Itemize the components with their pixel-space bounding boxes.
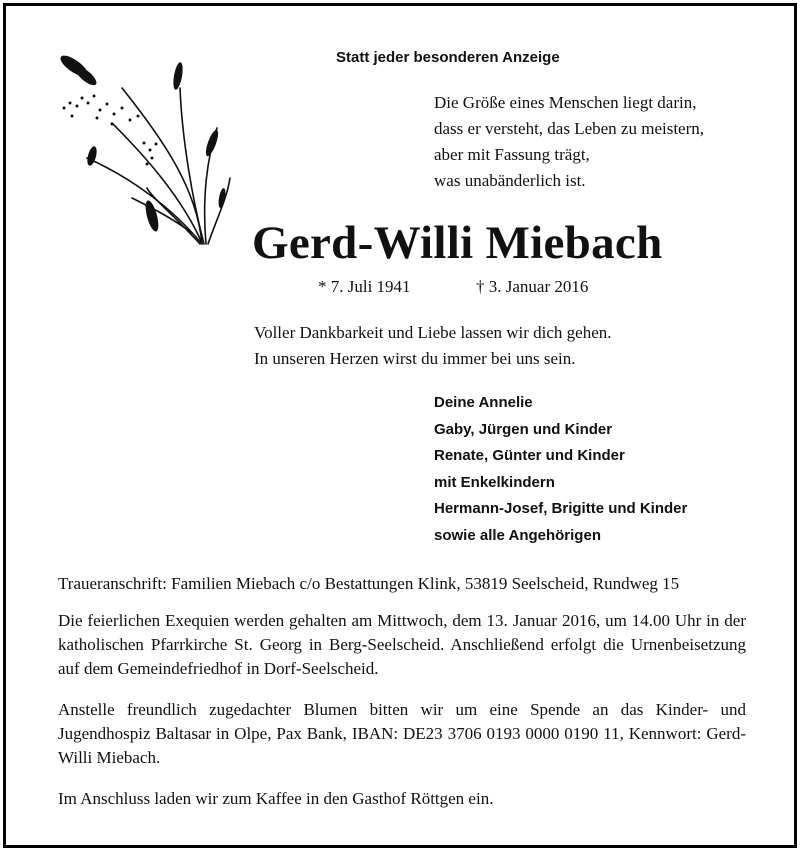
family-list <box>434 390 687 549</box>
poem-line: Die Größe eines Menschen liegt darin, <box>434 93 697 112</box>
farewell-line: In unseren Herzen wirst du immer bei uns sein. <box>254 349 576 368</box>
donation-paragraph: Anstelle freundlich zugedachter Blumen bitten wir um eine Spende an das Kinder- und Jugendhospiz Baltasar in Olpe, Pax Bank, IBAN: DE23 3706 0193 0000 0190 11, Kennwort: Gerd-Willi Miebach. <box>58 700 746 767</box>
coffee-paragraph: Im Anschluss laden wir zum Kaffee in den Gasthof Röttgen ein. <box>58 789 494 808</box>
farewell-text <box>254 320 612 372</box>
family-line: Hermann-Josef, Brigitte und Kinder <box>434 500 688 517</box>
header-line: Statt jeder besonderen Anzeige <box>336 49 560 66</box>
farewell-line: Voller Dankbarkeit und Liebe lassen wir dich gehen. <box>254 323 612 342</box>
wheat-sheaf-icon <box>52 48 232 268</box>
family-line: sowie alle Angehörigen <box>434 526 601 544</box>
family-line: Gaby, Jürgen und Kinder <box>434 420 613 438</box>
exequien-paragraph: Die feierlichen Exequien werden gehalten am Mittwoch, dem 13. Januar 2016, um 14.00 Uhr in der katholischen Pfarrkirche St. Georg in Berg-Seelscheid. Anschließend erfolgt die Urnenbeisetzung auf dem Gemeindefriedhof in Dorf-Seelscheid. <box>58 611 746 678</box>
family-line: Renate, Günter und Kinder <box>434 447 625 464</box>
deceased-name: Gerd-Willi Miebach <box>252 217 663 269</box>
family-line: Deine Annelie <box>434 394 533 411</box>
poem <box>434 90 704 194</box>
mourning-address: Traueranschrift: Familien Miebach c/o Bestattungen Klink, 53819 Seelscheid, Rundweg 15 <box>58 574 680 593</box>
poem-line: was unabänderlich ist. <box>434 171 586 190</box>
birth-date: * 7. Juli 1941 <box>318 277 411 296</box>
poem-line: aber mit Fassung trägt, <box>434 145 590 164</box>
death-date: † 3. Januar 2016 <box>476 277 589 296</box>
poem-line: dass er versteht, das Leben zu meistern, <box>434 119 705 138</box>
family-line: mit Enkelkindern <box>434 473 555 491</box>
